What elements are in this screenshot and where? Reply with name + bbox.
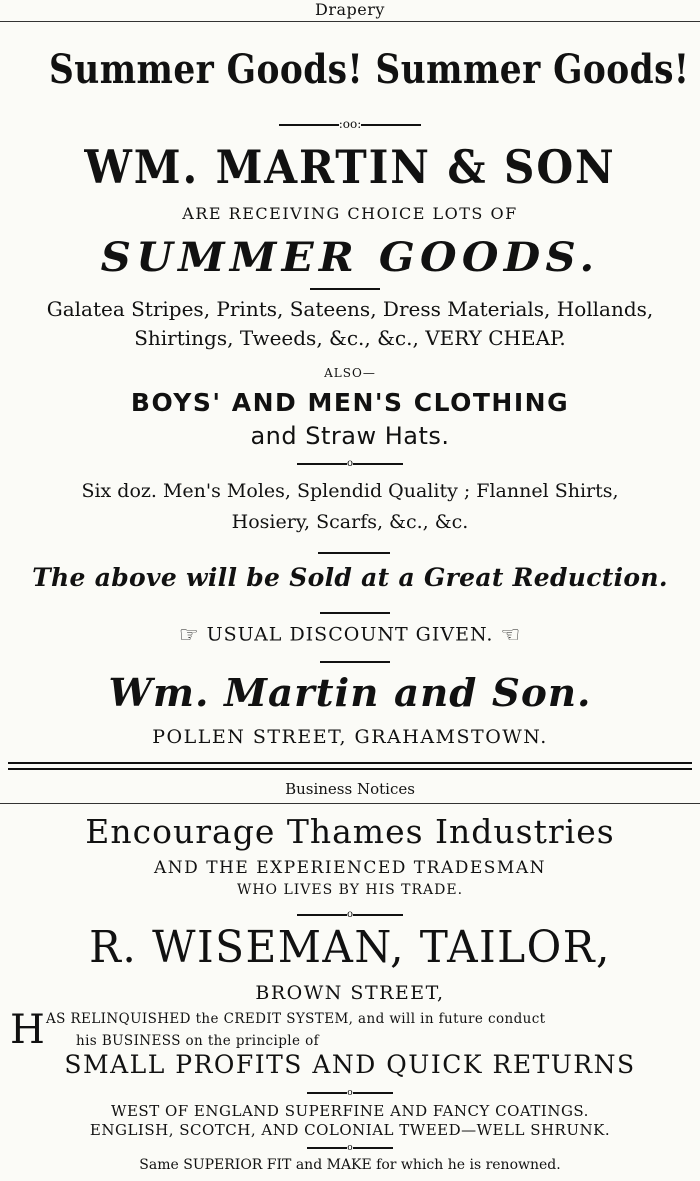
ornament-o-2: o bbox=[0, 909, 700, 920]
drop-cap: H bbox=[10, 1007, 45, 1053]
short-rule-2 bbox=[318, 552, 390, 554]
items-line-1: Galatea Stripes, Prints, Sateens, Dress Materials, Hollands, bbox=[46, 297, 654, 321]
pointing-hand-left-icon: ☜ bbox=[500, 623, 522, 648]
clothing-line: BOYS' AND MEN'S CLOTHING bbox=[130, 388, 570, 417]
moles-line-2: Hosiery, Scarfs, &c., &c. bbox=[231, 511, 469, 533]
tradesman-line: AND THE EXPERIENCED TRADESMAN bbox=[154, 858, 546, 878]
lives-line: WHO LIVES BY HIS TRADE. bbox=[236, 882, 464, 898]
moles-line-1: Six doz. Men's Moles, Splendid Quality ; Flannel Shirts, bbox=[81, 480, 619, 502]
relinquished-line-2: his BUSINESS on the principle of bbox=[76, 1033, 319, 1049]
profits-line: SMALL PROFITS AND QUICK RETURNS bbox=[64, 1050, 636, 1079]
relinquished-line-1: AS RELINQUISHED the CREDIT SYSTEM, and will in future conduct bbox=[46, 1011, 546, 1027]
street-line: BROWN STREET, bbox=[255, 982, 445, 1004]
drapery-headline: Summer Goods! Summer Goods! bbox=[49, 46, 690, 93]
straw-hats-line: and Straw Hats. bbox=[250, 422, 450, 450]
reduction-line: The above will be Sold at a Great Reduction. bbox=[32, 563, 668, 592]
summer-goods-title: SUMMER GOODS. bbox=[100, 234, 600, 281]
ornament-oo: :oo: bbox=[0, 117, 700, 131]
items-line-2: Shirtings, Tweeds, &c., &c., VERY CHEAP. bbox=[134, 326, 566, 350]
ornament-o-3: o bbox=[0, 1088, 700, 1098]
section-divider bbox=[8, 762, 692, 770]
firm-name: WM. MARTIN & SON bbox=[84, 140, 616, 194]
discount-line: ☞ USUAL DISCOUNT GIVEN. ☜ bbox=[178, 623, 522, 648]
pointing-hand-right-icon: ☞ bbox=[178, 623, 200, 648]
fit-line: Same SUPERIOR FIT and MAKE for which he is renowned. bbox=[139, 1157, 561, 1173]
encourage-line: Encourage Thames Industries bbox=[85, 812, 615, 851]
wiseman-line: R. WISEMAN, TAILOR, bbox=[89, 922, 611, 973]
relinquished-paragraph bbox=[10, 1008, 694, 1056]
short-rule-1 bbox=[310, 288, 380, 290]
business-header-rule bbox=[0, 803, 700, 804]
address-line: POLLEN STREET, GRAHAMSTOWN. bbox=[152, 726, 548, 748]
receiving-line: ARE RECEIVING CHOICE LOTS OF bbox=[182, 204, 518, 223]
business-section-title: Business Notices bbox=[285, 780, 415, 798]
ornament-o-4: o bbox=[0, 1143, 700, 1153]
short-rule-4 bbox=[320, 661, 390, 663]
drapery-header-rule bbox=[0, 21, 700, 22]
signature-line: Wm. Martin and Son. bbox=[108, 670, 592, 715]
coatings-line: WEST OF ENGLAND SUPERFINE AND FANCY COATINGS. bbox=[111, 1102, 589, 1120]
ornament-o-1: o bbox=[0, 458, 700, 469]
drapery-section-title: Drapery bbox=[315, 0, 385, 19]
tweed-line: ENGLISH, SCOTCH, AND COLONIAL TWEED—WELL SHRUNK. bbox=[89, 1121, 611, 1139]
short-rule-3 bbox=[320, 612, 390, 614]
also-label: ALSO— bbox=[324, 366, 376, 380]
